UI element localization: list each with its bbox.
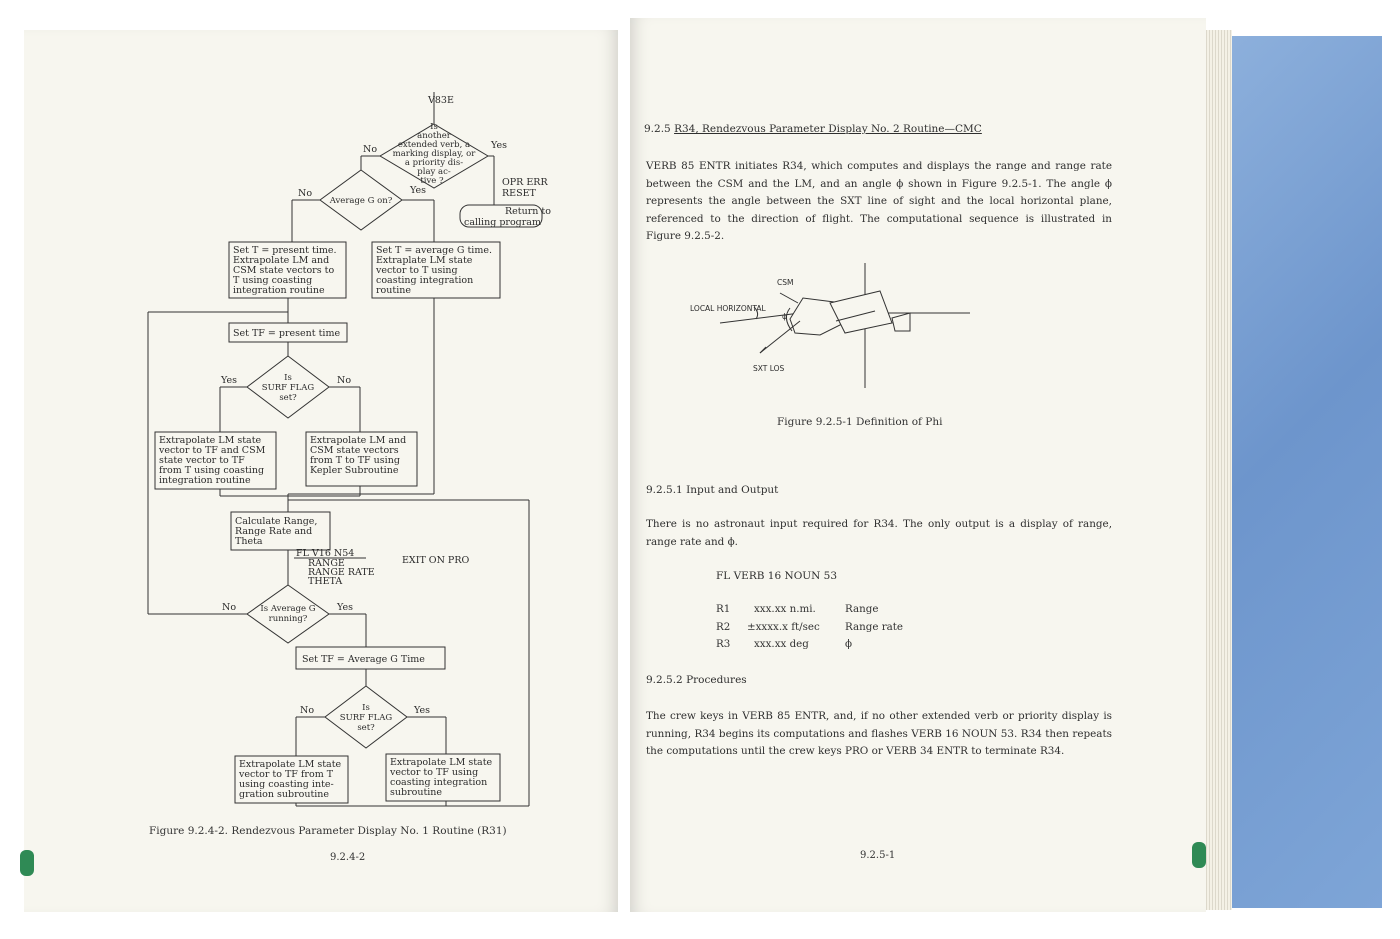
svg-text:Is: Is [284,373,292,383]
register-desc: Range [845,603,879,615]
label-no-1: No [363,144,378,155]
svg-text:running?: running? [268,614,308,624]
intro-paragraph: VERB 85 ENTR initiates R34, which computes and displays the range and range rate between the CSM and the LM, and an angle ϕ shown in Figure 9.2.5-1. The angle ϕ represents the angle between the SXT line of sight and the local horizontal plane, referenced to the direction of flight. The computational sequence is illustrated in Figure 9.2.5-2. [646,160,1112,242]
page-number-left: 9.2.4-2 [330,852,366,863]
svg-text:Is Average G: Is Average G [260,604,316,614]
svg-text:Is: Is [430,122,438,132]
display-fl-v16-n54 [296,548,375,587]
svg-text:vector to TF using: vector to TF using [390,767,479,778]
svg-text:vector to TF from T: vector to TF from T [239,769,334,780]
svg-text:coasting integration: coasting integration [390,777,488,788]
svg-text:play ac-: play ac- [417,167,451,177]
svg-text:Set T = present time.: Set T = present time. [233,245,337,256]
register-desc: ϕ [845,638,853,650]
svg-text:from T using coasting: from T using coasting [159,465,265,476]
svg-text:RANGE: RANGE [308,558,345,569]
svg-text:vector to TF and CSM: vector to TF and CSM [159,445,266,456]
label-no-5: No [300,705,315,716]
register-row [716,638,1016,655]
svg-text:set?: set? [357,723,375,733]
blue-binder-cover [1226,36,1382,908]
svg-text:Is: Is [362,703,370,713]
decision-other-verb [393,122,477,186]
label-yes-4: Yes [337,602,353,613]
svg-text:Set T = average G time.: Set T = average G time. [376,245,492,256]
section-number: 9.2.5 [644,123,671,135]
register-desc: Range rate [845,621,904,633]
box-extrap-lm-t [238,759,342,800]
svg-text:from T to TF using: from T to TF using [310,455,400,466]
subsection-1-text: There is no astronaut input required for R34. The only output is a display of range, range rate and ϕ. [646,518,1112,548]
decision-avg-g-on: Average G on? [329,196,393,206]
svg-text:Extrapolate LM state: Extrapolate LM state [159,435,262,446]
opr-err-line1: OPR ERR [502,177,548,188]
svg-text:using coasting inte-: using coasting inte- [239,779,334,790]
label-yes-2: Yes [410,185,426,196]
svg-text:vector to T using: vector to T using [376,265,458,276]
svg-text:Theta: Theta [235,536,263,547]
green-tab-left [20,850,34,876]
register-name: R3 [716,638,731,650]
register-name: R1 [716,603,731,615]
svg-text:integration routine: integration routine [159,475,251,486]
svg-text:Extraplate LM state: Extraplate LM state [376,255,473,266]
phi-definition-figure [670,263,1010,403]
label-yes-5: Yes [414,705,430,716]
svg-text:extended verb, a: extended verb, a [397,140,471,150]
svg-text:FL V16 N54: FL V16 N54 [296,548,355,559]
svg-text:marking display, or: marking display, or [392,149,476,159]
label-yes-3: Yes [221,375,237,386]
label-no-2: No [298,188,313,199]
box-present-time [233,245,337,296]
svg-text:coasting integration: coasting integration [376,275,474,286]
section-heading [644,123,982,135]
svg-text:Kepler Subroutine: Kepler Subroutine [310,465,399,476]
flowchart-r31 [24,30,618,820]
section-title: R34, Rendezvous Parameter Display No. 2 Routine—CMC [674,123,982,135]
green-tab-right [1192,842,1206,868]
subsection-1-title: 9.2.5.1 Input and Output [646,484,779,496]
label-local-horizontal: LOCAL HORIZONTAL [690,304,766,313]
label-csm: CSM [777,278,794,287]
register-row [716,621,1016,638]
svg-text:routine: routine [376,285,411,296]
page-number-right: 9.2.5-1 [860,850,896,861]
subsection-2-text: The crew keys in VERB 85 ENTR, and, if no other extended verb or priority display is running, R34 begins its computations and flashes VERB 16 NOUN 53. R34 then repeats the computations until the crew keys PRO or VERB 34 ENTR to terminate R34. [646,710,1112,757]
register-name: R2 [716,621,731,633]
left-page [24,30,618,912]
register-format: ±xxxx.x ft/sec [747,621,820,633]
register-row [716,603,1016,620]
svg-text:subroutine: subroutine [390,787,443,798]
subsection-2-title: 9.2.5.2 Procedures [646,674,747,686]
svg-text:integration routine: integration routine [233,285,325,296]
display-header: FL VERB 16 NOUN 53 [716,570,838,582]
figure-caption-left: Figure 9.2.4-2. Rendezvous Parameter Display No. 1 Routine (R31) [149,825,507,837]
svg-text:RANGE RATE: RANGE RATE [308,567,375,578]
svg-text:Extrapolate LM state: Extrapolate LM state [239,759,342,770]
opr-err-line2: RESET [502,188,536,199]
svg-text:THETA: THETA [308,576,343,587]
svg-text:set?: set? [279,393,297,403]
start-label: V83E [428,95,454,106]
svg-text:gration subroutine: gration subroutine [239,789,330,800]
right-page [630,18,1206,912]
svg-text:tive ?: tive ? [420,176,444,186]
label-no-3: No [337,375,352,386]
register-format: xxx.xx deg [754,638,809,650]
svg-text:SURF FLAG: SURF FLAG [261,383,315,393]
label-phi: ϕ [782,312,787,321]
return-line2: calling program [464,217,541,228]
exit-on-pro: EXIT ON PRO [402,555,470,566]
svg-text:Extrapolate LM state: Extrapolate LM state [390,757,493,768]
svg-text:Extrapolate LM and: Extrapolate LM and [233,255,330,266]
svg-text:Extrapolate LM and: Extrapolate LM and [310,435,407,446]
svg-text:state vector to TF: state vector to TF [159,455,245,466]
svg-text:another: another [417,131,451,141]
return-line1: Return to [505,206,551,217]
register-format: xxx.xx n.mi. [754,603,816,615]
svg-text:Calculate Range,: Calculate Range, [235,516,318,527]
svg-text:Range Rate and: Range Rate and [235,526,313,537]
svg-text:SURF FLAG: SURF FLAG [339,713,393,723]
svg-text:a priority dis-: a priority dis- [404,158,464,168]
label-sxt-los: SXT LOS [753,364,785,373]
box-set-tf-present: Set TF = present time [233,328,341,339]
figure-caption-right: Figure 9.2.5-1 Definition of Phi [777,416,943,428]
label-no-4: No [222,602,237,613]
svg-text:CSM state vectors to: CSM state vectors to [233,265,335,276]
label-yes-1: Yes [491,140,507,151]
box-set-tf-avg: Set TF = Average G Time [302,654,425,665]
svg-text:CSM state vectors: CSM state vectors [310,445,399,456]
box-extrap-kepler [310,435,406,476]
svg-text:T using coasting: T using coasting [233,275,313,286]
